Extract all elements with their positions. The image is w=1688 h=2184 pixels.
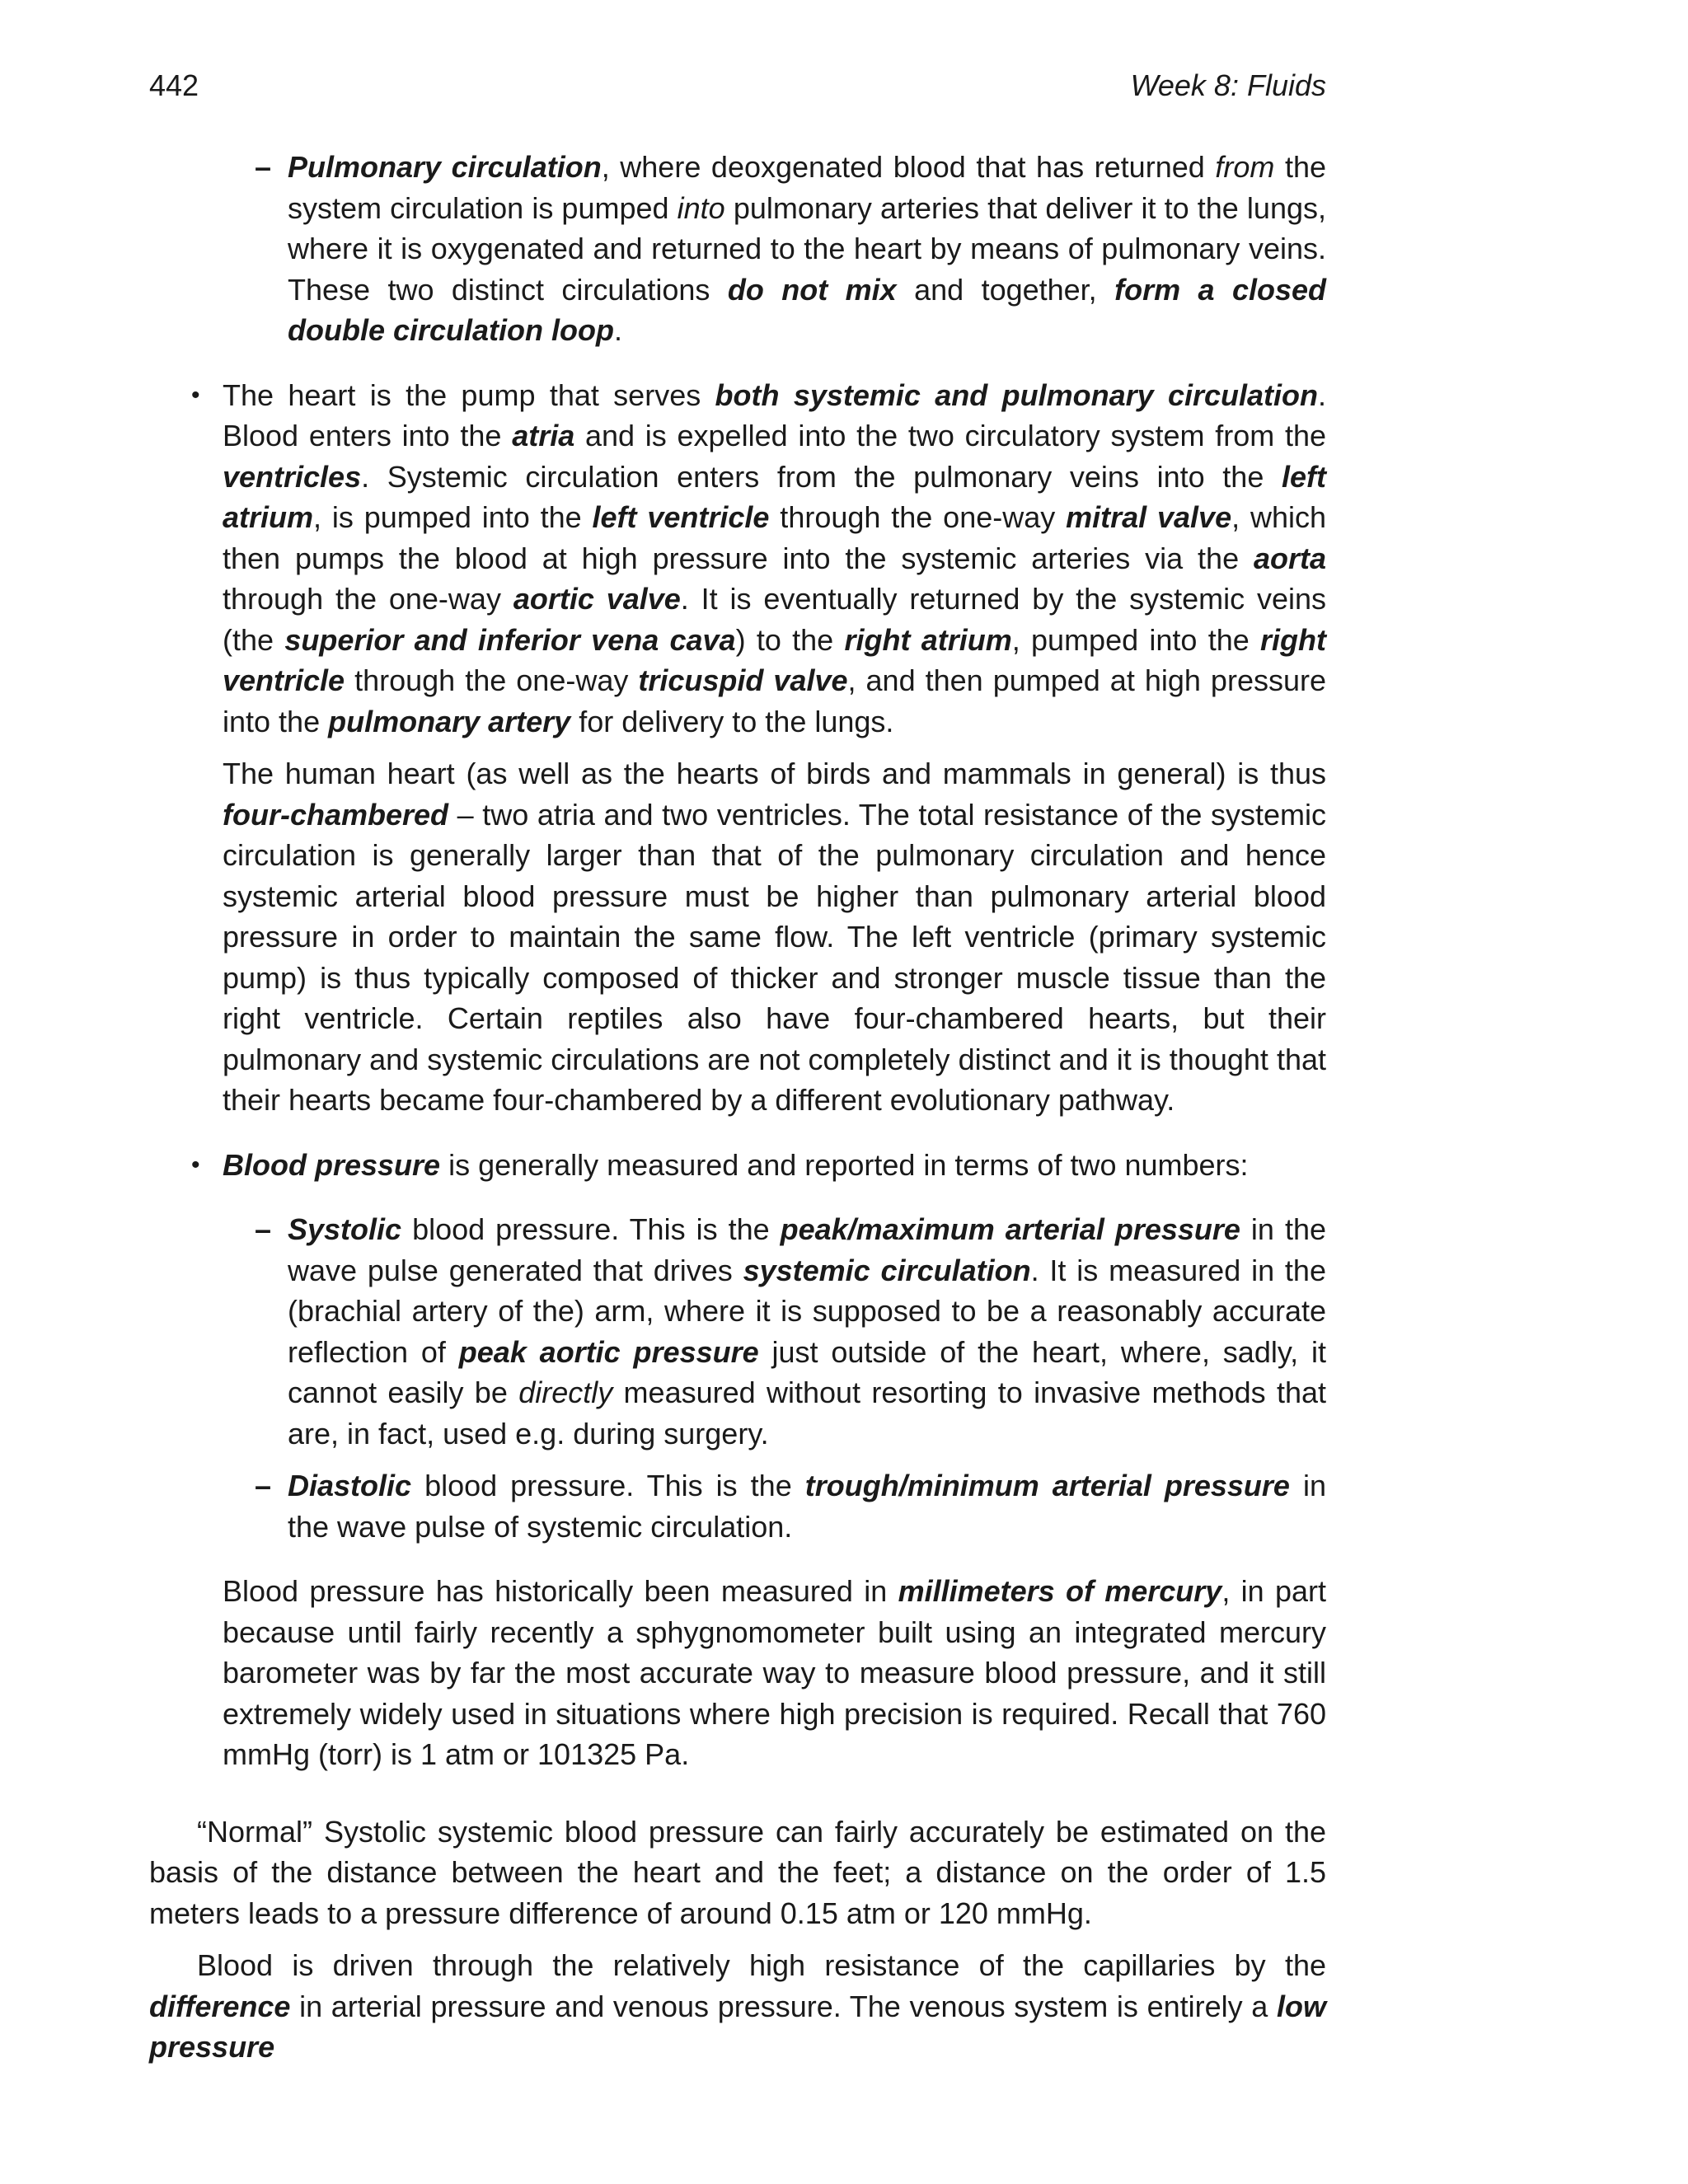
term-left-atrium: left atrium [223,459,1326,534]
text-span: blood pressure. This is the [401,1212,781,1246]
term-right-atrium: right atrium [844,622,1012,657]
text-span: , is pumped into the [313,500,593,534]
diastolic-item [255,1465,1327,1547]
term-aortic-valve: aortic valve [513,582,681,616]
spacer [149,742,1326,753]
text-span: is generally measured and reported in terms of two numbers: [440,1147,1249,1182]
term-do-not-mix: do not mix [727,272,897,307]
text-span: , in part because until fairly recently a sphygnomometer built using an integrated mercury barometer was by far the most accurate way to measure blood pressure, and it still extremely widely used in situations where high precision is required. Recall that 760 mmHg (torr) is 1 atm or 101325 Pa. [223,1574,1326,1771]
term-both-circulations: both systemic and pulmonary circulation [715,377,1318,412]
term-diastolic: Diastolic [288,1469,412,1502]
text-span: . [614,313,623,347]
text-span: ) to the [735,622,845,657]
term-low-pressure: low pressure [149,1989,1326,2064]
text-span: – two atria and two ventricles. The total resistance of the systemic circulation is generally larger than that of the pulmonary circulation and hence systemic arterial blood pressure must be higher than pulmonary arterial blood pressure in order to maintain the same flow. The left ventricle (primary systemic pump) is thus typically composed of thicker and stronger muscle tissue than the right ventricle. Certain reptiles also have four-chambered hearts, but their pulmonary and systemic circulations are not completely distinct and it is thought that their hearts became four-chambered by a different evolutionary pathway. [223,797,1326,1117]
term-left-ventricle: left ventricle [592,500,770,534]
text-span: Blood is driven through the relatively high resistance of the capillaries by the [197,1948,1326,1982]
text-span: through the one-way [769,500,1067,534]
four-chambered-paragraph [223,753,1326,1121]
text-span: . It is measured in the (brachial artery of the) arm, where it is supposed to be a reasonably accurate reflection of [288,1253,1326,1369]
bullet-marker: • [191,1151,200,1179]
page-number: 442 [149,68,199,102]
term-peak-aortic-pressure: peak aortic pressure [458,1334,759,1369]
term-four-chambered: four-chambered [223,797,449,832]
text-span: in the wave pulse of systemic circulation. [288,1469,1327,1544]
text-span: and is expelled into the two circulatory system from the [574,419,1327,452]
spacer [149,1933,1326,1945]
text-span: . Systemic circulation enters from the pulmonary veins into the [361,459,1282,494]
text-span: measured without resorting to invasive methods that are, in fact, used e.g. during surgery. [288,1376,1326,1451]
chapter-title: Week 8: Fluids [1130,68,1326,102]
emph-directly: directly [518,1376,613,1409]
term-closed-loop: form a closed double circulation loop [288,272,1326,347]
spacer [223,1185,1326,1209]
blood-pressure-item [191,1145,1327,1548]
bullet-marker: • [191,381,200,409]
normal-pressure-paragraph: “Normal” Systolic systemic blood pressure can fairly accurately be estimated on the basis of the distance between the heart and the feet; a distance on the order of 1.5 meters leads to a pressure difference of around 0.15 atm or 120 mmHg. [149,1814,1326,1930]
term-aorta: aorta [1253,541,1326,575]
systolic-text [288,1209,1326,1454]
spacer [149,1121,1326,1145]
text-span: pulmonary arteries that deliver it to the lungs, where it is oxygenated and returned to the heart by means of pulmonary veins. These two distinct circulations [288,190,1326,307]
running-head [149,66,1326,105]
spacer [149,1547,1326,1571]
text-span: The human heart (as well as the hearts of birds and mammals in general) is thus [223,757,1326,790]
text-span: and together, [896,272,1115,307]
term-systemic-circulation: systemic circulation [743,1253,1031,1287]
dash-marker: – [255,150,272,184]
text-span: through the one-way [223,582,513,616]
systolic-item [255,1209,1326,1454]
term-trough-pressure: trough/minimum arterial pressure [804,1469,1290,1502]
spacer [149,351,1326,375]
term-pulmonary-artery: pulmonary artery [328,704,571,738]
term-systolic: Systolic [288,1212,402,1246]
text-span: blood pressure. This is the [411,1469,805,1502]
heart-pump-item [191,375,1327,743]
blood-pressure-sublist [255,1209,1327,1547]
text-span: just outside of the heart, where, sadly, it cannot easily be [288,1334,1326,1409]
text-span: , which then pumps the blood at high pressure into the systemic arteries via the [223,500,1326,575]
heart-pump-text [223,375,1326,743]
term-right-ventricle: right ventricle [223,622,1326,697]
pulmonary-circulation-text [288,147,1326,351]
term-peak-pressure: peak/maximum arterial pressure [780,1212,1240,1246]
term-atria: atria [512,419,575,452]
term-difference: difference [149,1989,291,2023]
text-span: in arterial pressure and venous pressure. The venous system is entirely a [290,1989,1277,2023]
text-span: , and then pumped at high pressure into the [223,663,1326,738]
text-span: . It is eventually returned by the systemic veins (the [223,582,1326,657]
term-tricuspid-valve: tricuspid valve [638,663,848,697]
emph-from: from [1215,150,1275,184]
term-ventricles: ventricles [223,459,362,494]
term-vena-cava: superior and inferior vena cava [284,622,736,657]
mercury-paragraph [223,1571,1326,1775]
emph-into: into [677,190,725,225]
text-span: , where deoxgenated blood that has returned [601,150,1216,184]
text-span: through the one-way [345,663,639,697]
spacer [288,1454,1326,1465]
text-span: The heart is the pump that serves [223,377,715,412]
blood-pressure-text [223,1145,1326,1186]
dash-marker: – [255,1469,272,1502]
term-millimeters-of-mercury: millimeters of mercury [898,1574,1222,1608]
text-span: for delivery to the lungs. [570,704,894,738]
text-span: the system circulation is pumped [288,150,1326,225]
text-span: . Blood enters into the [223,377,1326,452]
term-mitral-valve: mitral valve [1066,500,1232,534]
term-blood-pressure: Blood pressure [223,1147,441,1182]
pulmonary-circulation-item [255,147,1326,351]
body-text [149,147,1326,2068]
text-span: Blood pressure has historically been measured in [223,1574,898,1608]
driven-paragraph [149,1945,1326,2068]
dash-marker: – [255,1212,272,1246]
term-pulmonary-circulation: Pulmonary circulation [288,150,602,184]
diastolic-text [288,1465,1326,1547]
text-span: , pumped into the [1011,622,1261,657]
text-span: in the wave pulse generated that drives [288,1212,1326,1287]
spacer [149,1775,1326,1811]
